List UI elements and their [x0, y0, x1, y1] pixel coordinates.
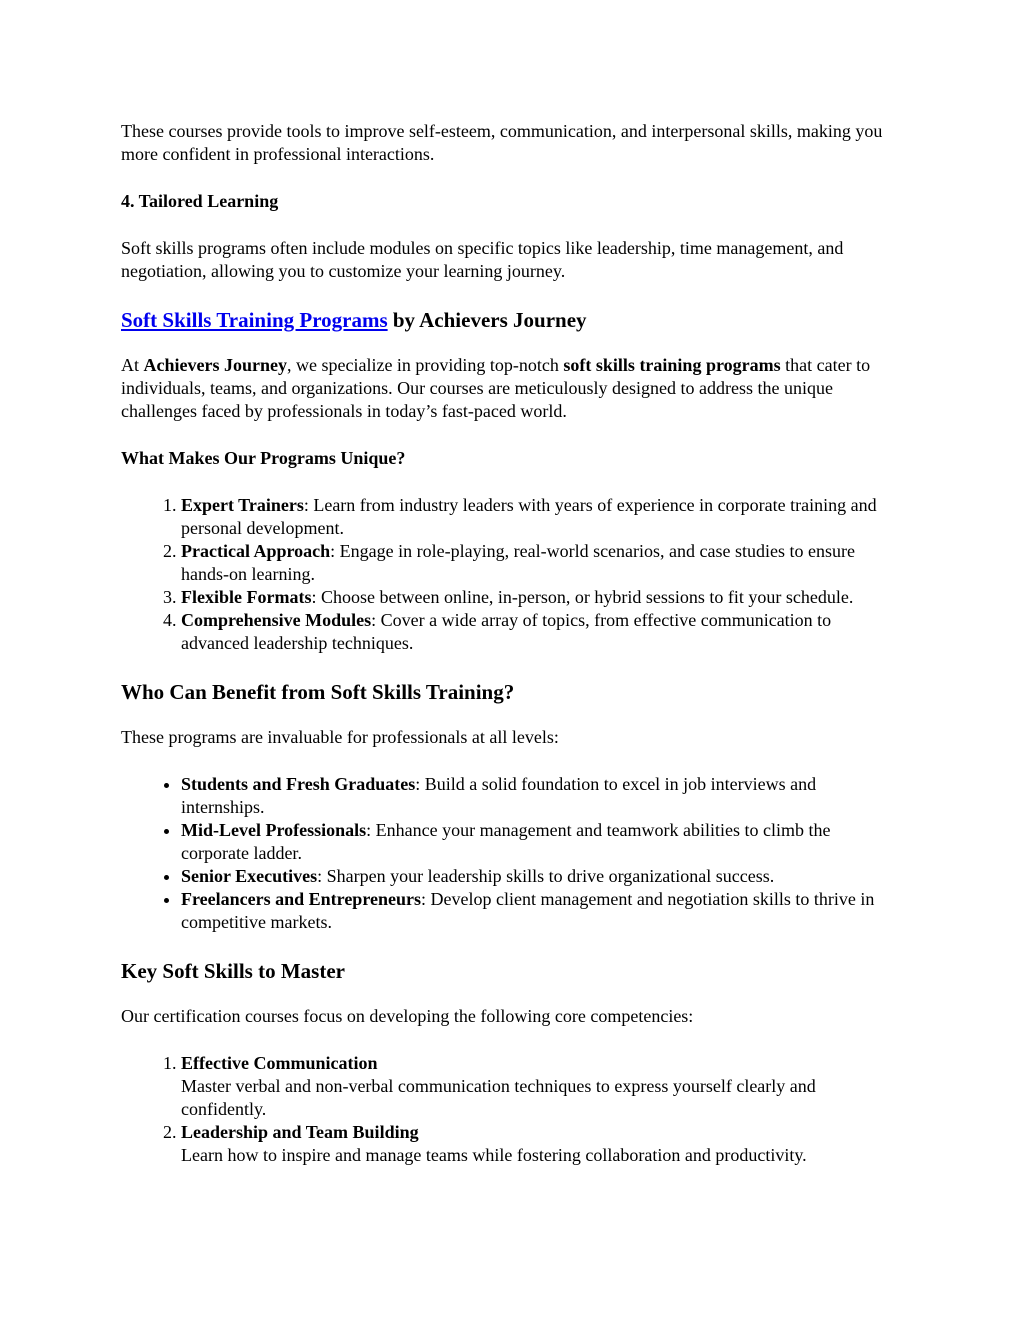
list-item-text: : Sharpen your leadership skills to drive organizational success. [317, 866, 775, 886]
unique-list [121, 494, 896, 655]
key-skills-heading: Key Soft Skills to Master [121, 959, 345, 983]
list-item-text: : Engage in role-playing, real-world scenarios, and case studies to ensure hands-on learning. [181, 541, 855, 584]
benefit-list [121, 773, 896, 934]
list-item-text: : Build a solid foundation to excel in job interviews and internships. [181, 774, 817, 817]
list-item-title: Senior Executives [181, 866, 318, 886]
list-item-text: Learn how to inspire and manage teams while fostering collaboration and productivity. [181, 1145, 807, 1165]
unique-heading: What Makes Our Programs Unique? [121, 448, 406, 468]
programs-bold-phrase: soft skills training programs [563, 355, 781, 375]
list-item [181, 1121, 896, 1167]
programs-text-at: At [121, 355, 144, 375]
list-item-text: : Develop client management and negotiation skills to thrive in competitive markets. [181, 889, 875, 932]
list-item [181, 888, 896, 934]
programs-heading [121, 307, 896, 333]
document-content [121, 120, 896, 1191]
list-item-title: Expert Trainers [181, 495, 304, 515]
key-skills-list [121, 1052, 896, 1167]
benefit-heading: Who Can Benefit from Soft Skills Training? [121, 680, 515, 704]
list-item [181, 773, 896, 819]
list-item [181, 540, 896, 586]
list-item-title: Students and Fresh Graduates [181, 774, 416, 794]
list-item-text: : Choose between online, in-person, or hybrid sessions to fit your schedule. [311, 587, 854, 607]
brand-name: Achievers Journey [143, 355, 287, 375]
soft-skills-programs-link[interactable]: Soft Skills Training Programs [121, 308, 388, 332]
benefit-intro: These programs are invaluable for professionals at all levels: [121, 727, 559, 747]
list-item-title: Comprehensive Modules [181, 610, 372, 630]
programs-heading-rest: by Achievers Journey [387, 308, 587, 332]
list-item-title: Mid-Level Professionals [181, 820, 367, 840]
list-item-title: Flexible Formats [181, 587, 312, 607]
list-item-text: : Learn from industry leaders with years of experience in corporate training and personal development. [181, 495, 877, 538]
list-item-title: Leadership and Team Building [181, 1122, 419, 1142]
key-skills-intro: Our certification courses focus on developing the following core competencies: [121, 1006, 694, 1026]
list-item [181, 1052, 896, 1121]
list-item-title: Effective Communication [181, 1053, 378, 1073]
tailored-learning-paragraph: Soft skills programs often include modules on specific topics like leadership, time management, and negotiation, allowing you to customize your learning journey. [121, 238, 844, 281]
list-item [181, 865, 896, 888]
programs-paragraph [121, 354, 896, 423]
intro-paragraph: These courses provide tools to improve self-esteem, communication, and interpersonal skills, making you more confident in professional interactions. [121, 121, 883, 164]
list-item-text: : Cover a wide array of topics, from effective communication to advanced leadership techniques. [181, 610, 832, 653]
list-item [181, 586, 896, 609]
list-item-title: Freelancers and Entrepreneurs [181, 889, 421, 909]
list-item [181, 609, 896, 655]
list-item-text: : Enhance your management and teamwork abilities to climb the corporate ladder. [181, 820, 831, 863]
list-item [181, 819, 896, 865]
list-item-title: Practical Approach [181, 541, 331, 561]
programs-text-end: that cater to individuals, teams, and organizations. Our courses are meticulously designed to address the unique challenges faced by professionals in today’s fast-paced world. [121, 355, 871, 421]
list-item [181, 494, 896, 540]
list-item-text: Master verbal and non-verbal communication techniques to express yourself clearly and confidently. [181, 1076, 816, 1119]
tailored-learning-heading: 4. Tailored Learning [121, 191, 279, 211]
programs-text-mid: , we specialize in providing top-notch [286, 355, 564, 375]
